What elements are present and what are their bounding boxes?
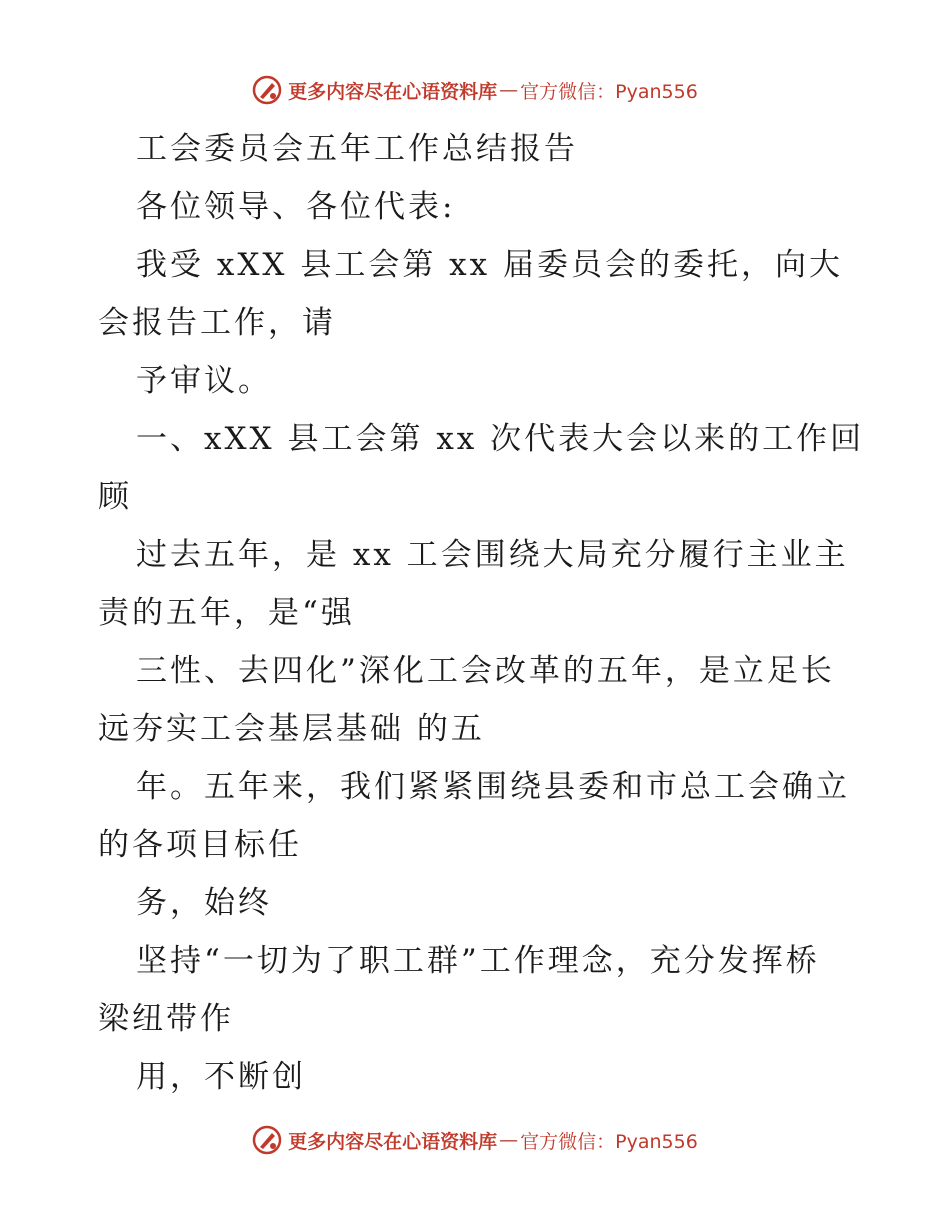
pen-logo-icon <box>252 1125 282 1155</box>
watermark-dash: — <box>499 1129 519 1151</box>
text-line: 坚持“一切为了职工群”工作理念，充分发挥桥 <box>136 943 820 979</box>
text-line: 务，始终 <box>136 885 272 921</box>
document-title: 工会委员会五年工作总结报告 <box>136 131 578 167</box>
text-line: 的各项目标任 <box>98 827 302 863</box>
text-line: 用，不断创 <box>136 1059 306 1095</box>
text-line: 梁纽带作 <box>98 1001 234 1037</box>
watermark-dash: — <box>499 79 519 101</box>
watermark-brand: 更多内容尽在心语资料库 <box>288 1130 498 1153</box>
text-line: 予审议。 <box>136 363 272 399</box>
watermark-brand: 更多内容尽在心语资料库 <box>288 80 498 103</box>
watermark-footer <box>0 1120 950 1160</box>
document-salutation: 各位领导、各位代表: <box>136 189 456 225</box>
text-line: 我受 xXX 县工会第 xx 届委员会的委托，向大 <box>136 247 844 283</box>
text-line: 会报告工作，请 <box>98 305 336 341</box>
pen-logo-icon <box>252 75 282 105</box>
watermark-official: 官方微信：Pyan556 <box>520 80 698 103</box>
text-line: 过去五年，是 xx 工会围绕大局充分履行主业主 <box>136 537 849 573</box>
text-line: 年。五年来，我们紧紧围绕县委和市总工会确立 <box>136 769 850 805</box>
document-body <box>98 120 865 1106</box>
watermark-official: 官方微信：Pyan556 <box>520 1130 698 1153</box>
text-line: 三性、去四化”深化工会改革的五年，是立足长 <box>136 653 835 689</box>
watermark-header <box>0 70 950 110</box>
section-heading: 一、xXX 县工会第 xx 次代表大会以来的工作回 <box>136 421 865 457</box>
section-heading-continued: 顾 <box>98 479 132 515</box>
text-line: 责的五年，是“强 <box>98 595 355 631</box>
text-line: 远夯实工会基层基础 的五 <box>98 711 485 747</box>
